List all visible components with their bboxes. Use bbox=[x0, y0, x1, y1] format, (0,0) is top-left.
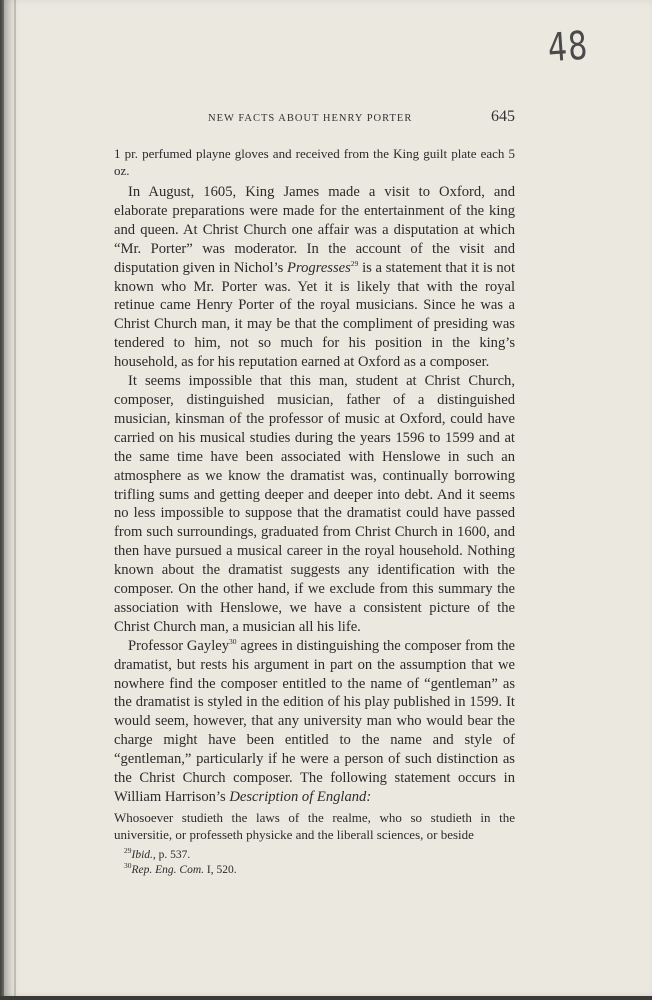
footnotes bbox=[114, 848, 515, 879]
footnote-29 bbox=[114, 848, 515, 864]
footnote-ref-30: 30 bbox=[229, 636, 237, 646]
footnote-text: p. 537. bbox=[155, 848, 191, 861]
handwritten-folio-number: 48 bbox=[546, 23, 590, 72]
running-head: NEW FACTS ABOUT HENRY PORTER bbox=[208, 113, 413, 124]
footnote-ref-29: 29 bbox=[350, 258, 359, 268]
paragraph-text: is a statement that it is not known who Mr. Porter was. Yet it is likely that with the royal retinue came Henry Porter of the royal musicians. Since he was a Christ Church man, it may be that the compliment of presiding was tendered to him, not so much for his position in the king’s household, as for his reputation earned at Oxford as a composer. bbox=[114, 259, 515, 371]
block-quote-harrison: Whosoever studieth the laws of the realme, who so studieth in the universitie, or professeth physicke and the liberall sciences, or beside bbox=[114, 809, 515, 842]
paragraph-impossibility: It seems impossible that this man, student at Christ Church, composer, distinguished musician, father of a distinguished musician, kinsman of the professor of music at Oxford, could have carried on his musical studies during the years 1596 to 1599 and at the same time have been associated with Henslowe in such an atmosphere as we know the dramatist was, continually borrowing trifling sums and getting deeper and deeper into debt. And it seems no less impossible to suppose that the dramatist could have passed from such surroundings, graduated from Christ Church in 1600, and then have pursued a musical career in the royal household. Nothing known about the dramatist suggests any identification with the composer. On the other hand, if we exclude from this summary the association with Henslowe, we have a consistent picture of the Christ Church man, a musician all his life. bbox=[114, 373, 515, 635]
page-number: 645 bbox=[491, 108, 515, 125]
scan-bottom-edge bbox=[0, 996, 652, 1000]
footnote-italic: Rep. Eng. Com. bbox=[131, 864, 205, 877]
italic-title-description-of-england: Description of England: bbox=[229, 789, 372, 805]
book-spine-edge bbox=[0, 0, 4, 1000]
footnote-text: I, 520. bbox=[204, 864, 237, 877]
paragraph-text: In August, 1605, King James made a visit to Oxford, and elaborate preparations were made for the entertainment of the king and queen. At Christ Church one affair was a disputation at which “Mr. Porter” was moderator. In the account of the visit and disputation given in Nichol’s bbox=[114, 184, 515, 276]
footnote-number: 29 bbox=[124, 846, 132, 856]
footnote-30 bbox=[114, 863, 515, 879]
body-text bbox=[114, 145, 515, 879]
footnote-number: 30 bbox=[124, 861, 132, 871]
paragraph-oxford-visit bbox=[114, 183, 515, 372]
italic-title-progresses: Progresses bbox=[287, 259, 351, 276]
paragraph-text: agrees in distinguishing the composer from the dramatist, but rests his argument in part on the assumption that we nowhere find the composer entitled to the name of “gentleman” as the dramatist is styled in the edition of his play published in 1599. It would seem, however, that any university man who would bear the charge might have been entitled to the name and style of “gentleman,” particularly if he were a person of such distinction as the Christ Church composer. The following statement occurs in William Harrison’s bbox=[114, 637, 515, 805]
book-page bbox=[4, 0, 652, 1000]
footnote-italic: Ibid., bbox=[131, 848, 156, 861]
paragraph-continued: 1 pr. perfumed playne gloves and received from the King guilt plate each 5 oz. bbox=[114, 146, 515, 178]
page-fold-shadow bbox=[14, 0, 16, 1000]
paragraph-gayley bbox=[114, 637, 515, 807]
paragraph-text: Professor Gayley bbox=[128, 637, 230, 654]
